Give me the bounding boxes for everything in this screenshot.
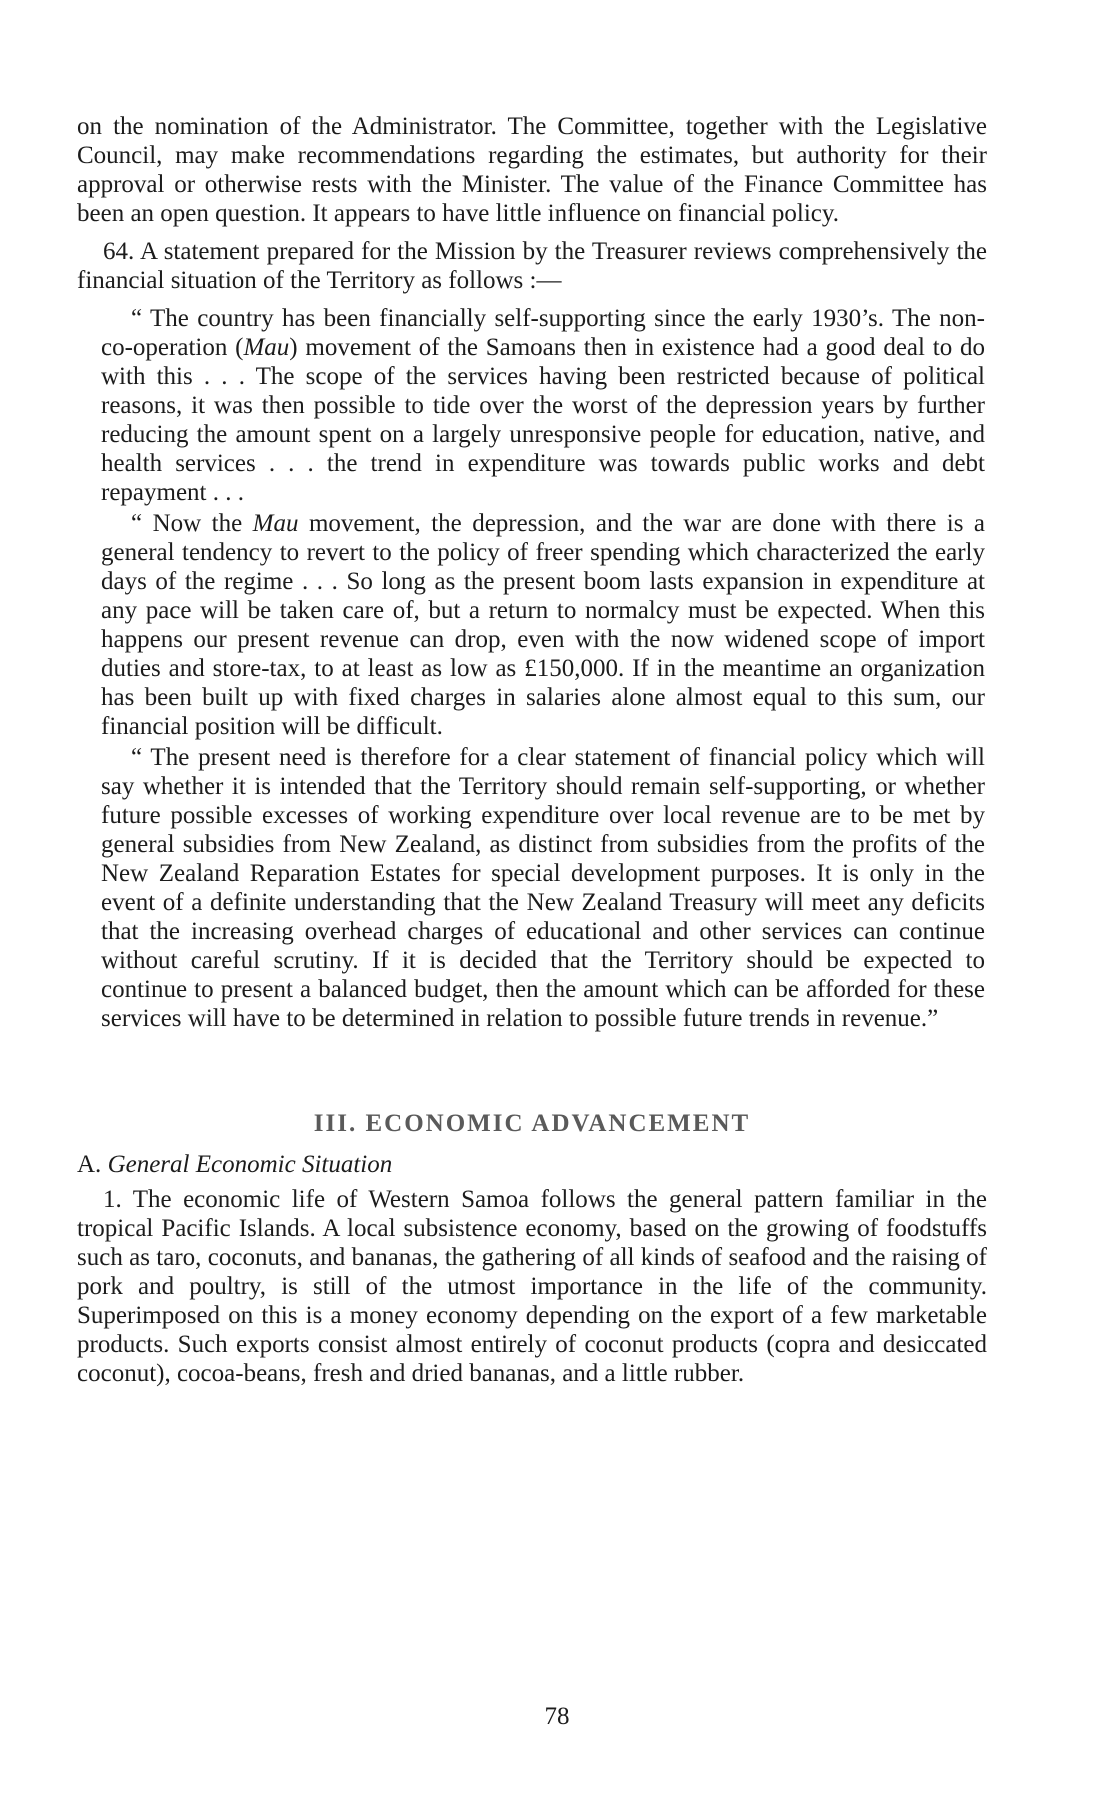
spacer	[77, 295, 987, 304]
spacer	[77, 1033, 987, 1109]
spacer	[77, 228, 987, 237]
page-number: 78	[544, 1703, 570, 1730]
subsection-label: A.	[77, 1151, 102, 1178]
quote-text: “ Now the	[131, 510, 253, 537]
quote-paragraph-self-supporting	[101, 304, 985, 507]
quote-paragraph-freer-spending	[101, 509, 985, 741]
quote-paragraph-financial-policy: “ The present need is therefore for a clear statement of financial policy which will say whether it is intended that the Territory should remain self-supporting, or whether future possible excesses of working expenditure over local revenue are to be met by general subsidies from New Zealand, as distinct from subsidies from the profits of the New Zealand Reparation Estates for special development purposes. It is only in the event of a definite understanding that the New Zealand Treasury will meet any deficits that the increasing overhead charges of educational and other services can continue without careful scrutiny. If it is decided that the Territory should be expected to continue to present a balanced budget, then the amount which can be afforded for these services will have to be determined in relation to possible future trends in revenue.”	[101, 744, 985, 1032]
paragraph-64-treasurer-statement: 64. A statement prepared for the Mission by the Treasurer reviews comprehensively the financial situation of the Territory as follows :—	[77, 238, 987, 294]
paragraph-economic-life: 1. The economic life of Western Samoa follows the general pattern familiar in the tropical Pacific Islands. A local subsistence economy, based on the growing of foodstuffs such as taro, coconuts, and bananas, the gathering of all kinds of seafood and the raising of pork and poultry, is still of the utmost importance in the life of the community. Superimposed on this is a money economy depending on the export of a few marketable products. Such exports consist almost entirely of coconut products (copra and desiccated coconut), cocoa-beans, fresh and dried bananas, and a little rubber.	[77, 1186, 987, 1387]
treasurer-quote-block	[101, 304, 985, 1033]
quote-italic-mau: Mau	[243, 334, 290, 361]
quote-text: movement, the depression, and the war are done with there is a general tendency to revert to the policy of freer spending which characterized the early days of the regime . . . So long as the present boom lasts expansion in expenditure at any pace will be taken care of, but a return to normalcy must be expected. When this happens our present revenue can drop, even with the now widened scope of import duties and store-tax, to at least as low as £150,000. If in the meantime an organization has been built up with fixed charges in salaries alone almost equal to this sum, our financial position will be difficult.	[101, 510, 985, 740]
subsection-heading	[77, 1150, 987, 1179]
quote-italic-mau: Mau	[252, 510, 299, 537]
paragraph-administrator-committee: on the nomination of the Administrator. The Committee, together with the Legislative Council, may make recommendations regarding the estimates, but authority for their approval or otherwise rests with the Minister. The value of the Finance Committee has been an open question. It appears to have little influence on financial policy.	[77, 113, 987, 227]
document-page	[77, 112, 987, 1388]
subsection-title: General Economic Situation	[107, 1151, 393, 1178]
quote-text: ) movement of the Samoans then in existence had a good deal to do with this . . . The scope of the services having been restricted because of political reasons, it was then possible to tide over the worst of the depression years by further reducing the amount spent on a largely unresponsive people for education, native, and health services . . . the trend in expenditure was towards public works and debt repayment . . .	[101, 334, 986, 506]
section-heading: III. ECONOMIC ADVANCEMENT	[313, 1110, 751, 1137]
quote-text: “ The country has been financially self-supporting since the early 1930’s. The non-co-operation (	[101, 305, 985, 361]
